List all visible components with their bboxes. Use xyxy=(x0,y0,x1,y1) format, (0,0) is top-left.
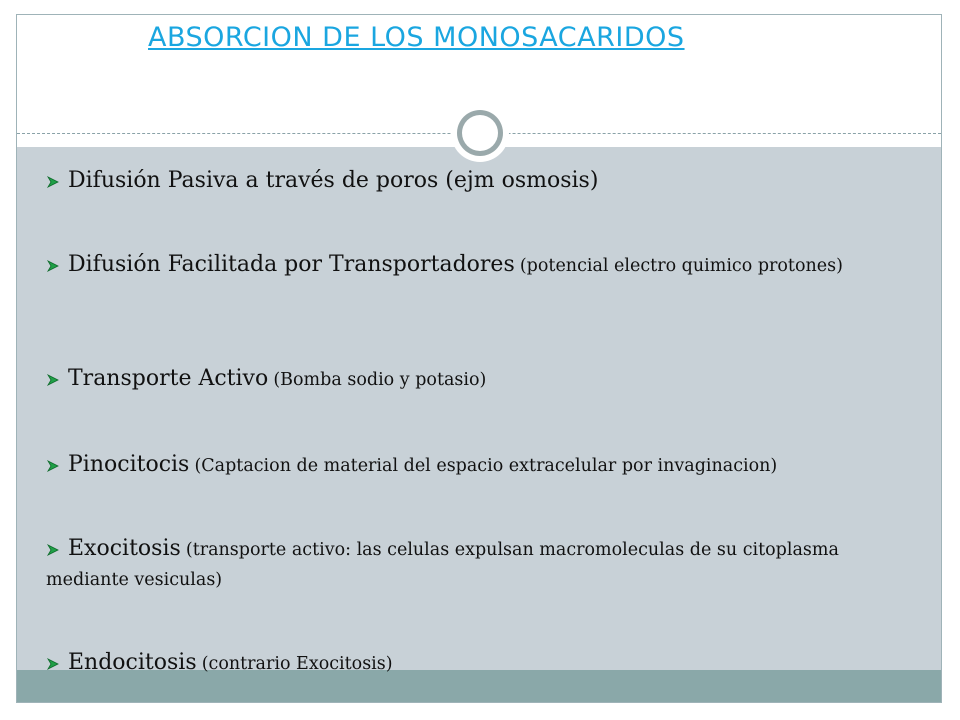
bullet-main-text: Difusión Facilitada por Transportadores xyxy=(68,252,515,277)
bullet-main-text: Difusión Pasiva a través de poros (ejm osmosis) xyxy=(68,168,599,193)
slide-title: ABSORCION DE LOS MONOSACARIDOS xyxy=(148,22,685,53)
divider-circle-inner xyxy=(462,115,498,151)
arrow-bullet-icon xyxy=(46,167,68,197)
bullet-item-difusion-facilitada xyxy=(46,250,926,281)
bullet-item-transporte-activo xyxy=(46,364,926,395)
bullet-main-text: Transporte Activo xyxy=(68,366,269,391)
arrow-bullet-icon xyxy=(46,535,68,565)
arrow-bullet-icon xyxy=(46,649,68,679)
bullet-main-text: Endocitosis xyxy=(68,650,197,675)
bullet-sub-text: (contrario Exocitosis) xyxy=(201,654,393,674)
bullet-sub-text: (Captacion de material del espacio extracelular por invaginacion) xyxy=(194,456,778,476)
bullet-main-text: Exocitosis xyxy=(68,536,181,561)
bullet-main-text: Pinocitocis xyxy=(68,452,190,477)
bullet-sub-text: (transporte activo: las celulas expulsan macromoleculas de su citoplasma mediante vesiculas) xyxy=(46,540,839,590)
arrow-bullet-icon xyxy=(46,251,68,281)
bullet-sub-text: (potencial electro quimico protones) xyxy=(519,256,843,276)
bullet-item-exocitosis xyxy=(46,534,926,595)
bullet-item-difusion-pasiva xyxy=(46,166,926,197)
bullet-item-endocitosis xyxy=(46,648,926,679)
bullet-sub-text: (Bomba sodio y potasio) xyxy=(273,370,487,390)
arrow-bullet-icon xyxy=(46,451,68,481)
arrow-bullet-icon xyxy=(46,365,68,395)
bullet-item-pinocitocis xyxy=(46,450,926,481)
